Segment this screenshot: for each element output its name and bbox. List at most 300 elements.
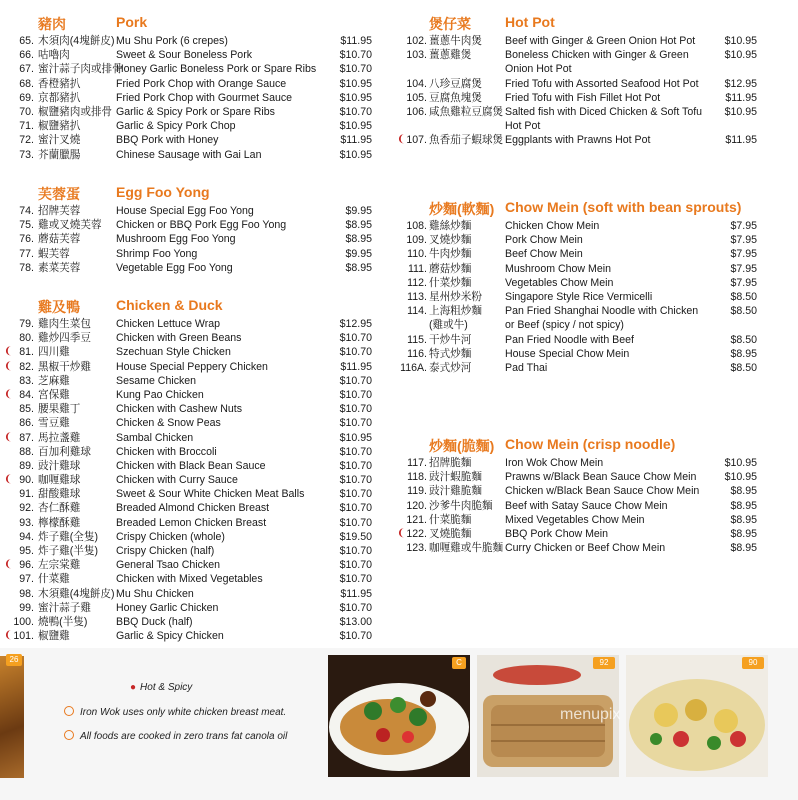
item-name-zh: 什菜雞 bbox=[38, 573, 70, 586]
item-name-en: Vegetables Chow Mein bbox=[505, 276, 614, 289]
item-number: 84. bbox=[19, 388, 34, 401]
item-name-zh: 椒鹽豬肉或排骨 bbox=[38, 105, 113, 118]
item-name-en: BBQ Duck (half) bbox=[116, 615, 193, 628]
item-name-zh: 杏仁酥雞 bbox=[38, 502, 81, 515]
chili-icon: ❨ bbox=[4, 559, 13, 571]
item-number: 104. bbox=[406, 77, 427, 90]
menu-item bbox=[0, 501, 380, 515]
photo-noodles bbox=[328, 655, 470, 777]
noodle-dish-image bbox=[328, 655, 470, 777]
info-dot-icon bbox=[64, 706, 74, 716]
item-price: $11.95 bbox=[340, 587, 372, 600]
menu-item bbox=[395, 91, 798, 105]
item-name-zh: 香橙豬扒 bbox=[38, 77, 81, 90]
item-price: $10.70 bbox=[339, 488, 372, 501]
item-name-en: Sambal Chicken bbox=[116, 431, 194, 444]
item-name-zh: 雞或叉燒芙蓉 bbox=[38, 219, 102, 232]
menu-item bbox=[0, 473, 380, 487]
item-price: $7.95 bbox=[730, 234, 757, 247]
item-number: 72. bbox=[19, 134, 34, 147]
item-price: $10.70 bbox=[339, 559, 372, 572]
chili-icon: ❨ bbox=[4, 474, 13, 486]
item-price: $9.95 bbox=[345, 205, 372, 217]
item-name-en: Chicken with Green Beans bbox=[116, 332, 242, 345]
item-number: 73. bbox=[19, 148, 34, 161]
item-name-zh: 椒鹽豬扒 bbox=[38, 120, 81, 133]
section-title-zh: 芙蓉蛋 bbox=[38, 186, 80, 202]
item-price: $13.00 bbox=[339, 615, 372, 628]
menu-item bbox=[0, 261, 380, 275]
item-name-en: Mu Shu Chicken bbox=[116, 587, 194, 600]
item-price: $8.50 bbox=[730, 333, 757, 346]
section-title-zh: 炒麵(軟麵) bbox=[429, 201, 495, 217]
item-number: 97. bbox=[19, 573, 34, 586]
item-name-en: Fried Pork Chop with Gourmet Sauce bbox=[116, 91, 293, 104]
item-number: 110. bbox=[407, 248, 427, 261]
item-number: 88. bbox=[19, 445, 34, 458]
section-hot-pot bbox=[395, 14, 798, 148]
item-name-zh: 八珍豆腐煲 bbox=[429, 77, 482, 90]
item-name-en: Garlic & Spicy Pork Chop bbox=[116, 120, 236, 133]
menu-item bbox=[0, 587, 380, 601]
item-name-en: Mu Shu Pork (6 crepes) bbox=[116, 35, 228, 47]
item-number: 81. bbox=[19, 346, 34, 359]
section-title-en: Chow Mein (soft with bean sprouts) bbox=[505, 199, 742, 215]
item-price: $10.70 bbox=[339, 573, 372, 586]
chili-icon: ❨ bbox=[4, 360, 13, 372]
item-name-zh: 木須肉(4塊餅皮) bbox=[38, 35, 115, 47]
item-name-en: Beef with Satay Sauce Chow Mein bbox=[505, 499, 668, 512]
menu-item bbox=[395, 133, 798, 147]
item-name-zh: 咸魚雞粒豆腐煲 bbox=[429, 105, 504, 118]
item-name-zh: 薑蔥牛肉煲 bbox=[429, 35, 482, 47]
menu-item bbox=[395, 347, 798, 361]
menu-item bbox=[0, 119, 380, 133]
item-name-zh: 干炒牛河 bbox=[429, 333, 472, 346]
section-title-zh: 煲仔菜 bbox=[429, 16, 471, 32]
menu-item bbox=[395, 361, 798, 375]
item-number: 71. bbox=[19, 120, 34, 133]
item-price: $7.95 bbox=[730, 248, 757, 261]
item-name-zh: 豉汁雞脆麵 bbox=[429, 485, 482, 498]
item-name-zh: 燒鴨(半隻) bbox=[38, 615, 88, 628]
item-price: $8.95 bbox=[730, 513, 757, 526]
chili-icon: ❨ bbox=[4, 431, 13, 443]
menu-item bbox=[0, 148, 380, 162]
item-number: 80. bbox=[19, 332, 34, 345]
page-number-tab: 26 bbox=[6, 654, 22, 666]
menu-item bbox=[395, 499, 798, 513]
item-price: $10.70 bbox=[339, 516, 372, 529]
item-price: $10.70 bbox=[339, 630, 372, 643]
menu-item bbox=[0, 374, 380, 388]
item-price: $7.95 bbox=[730, 262, 757, 275]
item-name-zh: 木須雞(4塊餅皮) bbox=[38, 587, 115, 600]
item-price: $10.95 bbox=[724, 105, 757, 118]
item-price: $10.70 bbox=[339, 474, 372, 487]
item-price: $10.70 bbox=[339, 445, 372, 458]
item-name-zh: 什菜脆麵 bbox=[429, 513, 472, 526]
item-price: $10.95 bbox=[339, 120, 372, 133]
photo-tag: 90 bbox=[742, 657, 764, 669]
item-price: $8.95 bbox=[730, 527, 757, 540]
item-price: $11.95 bbox=[340, 360, 372, 373]
item-number: 91. bbox=[19, 488, 34, 501]
item-price: $10.70 bbox=[339, 332, 372, 345]
section-title-en: Hot Pot bbox=[505, 14, 555, 30]
item-name-en: Sesame Chicken bbox=[116, 374, 197, 387]
item-name-zh: 蜜汁叉燒 bbox=[38, 134, 81, 147]
item-number: 105. bbox=[406, 91, 427, 104]
item-name-zh: 雞絲炒麵 bbox=[429, 220, 472, 232]
item-price: $12.95 bbox=[724, 77, 757, 90]
item-name-zh: 蘑菇芙蓉 bbox=[38, 233, 81, 246]
item-name-en: Iron Wok Chow Mein bbox=[505, 457, 604, 469]
menu-item bbox=[395, 34, 798, 48]
item-price: $11.95 bbox=[725, 134, 757, 147]
item-number: 106. bbox=[406, 105, 427, 118]
item-number: 93. bbox=[19, 516, 34, 529]
menu-item bbox=[0, 331, 380, 345]
section-title-en: Egg Foo Yong bbox=[116, 184, 210, 200]
section-chow-mein-soft bbox=[395, 199, 798, 375]
item-name-en: Chicken with Curry Sauce bbox=[116, 474, 238, 487]
menu-item bbox=[395, 262, 798, 276]
menu-item bbox=[0, 247, 380, 261]
menu-item bbox=[0, 48, 380, 62]
item-name-en: House Special Chow Mein bbox=[505, 347, 630, 360]
item-number: 123. bbox=[406, 542, 427, 555]
item-name-en: General Tsao Chicken bbox=[116, 559, 221, 572]
section-header bbox=[0, 14, 380, 34]
item-name-en-cont: Onion Hot Pot bbox=[505, 63, 572, 76]
menu-item bbox=[395, 290, 798, 304]
chili-icon: ❨ bbox=[4, 630, 13, 642]
item-name-zh: 蝦芙蓉 bbox=[38, 247, 70, 260]
item-price: $10.95 bbox=[339, 148, 372, 161]
item-price: $9.95 bbox=[345, 247, 372, 260]
menu-item bbox=[0, 77, 380, 91]
item-name-en: Beef with Ginger & Green Onion Hot Pot bbox=[505, 35, 696, 47]
item-number: 122. bbox=[406, 527, 427, 540]
section-header bbox=[395, 199, 798, 219]
chili-icon: ❨ bbox=[397, 134, 406, 146]
item-name-zh: 檸檬酥雞 bbox=[38, 516, 81, 529]
item-price: $8.95 bbox=[345, 219, 372, 232]
menu-item bbox=[0, 204, 380, 218]
item-name-en: Pan Fried Shanghai Noodle with Chicken bbox=[505, 305, 699, 318]
item-name-en: Crispy Chicken (half) bbox=[116, 545, 215, 557]
menu-item bbox=[0, 629, 380, 643]
item-name-en: House Special Egg Foo Yong bbox=[116, 205, 254, 217]
item-number: 92. bbox=[19, 502, 34, 515]
item-name-zh: 椒鹽雞 bbox=[38, 630, 70, 643]
item-price: $8.95 bbox=[345, 261, 372, 274]
section-chow-mein-crisp bbox=[395, 436, 798, 555]
item-name-zh: 京都豬扒 bbox=[38, 91, 81, 104]
info-dot-icon bbox=[64, 730, 74, 740]
item-name-en: Sweet & Sour Boneless Pork bbox=[116, 49, 253, 62]
item-name-zh: 上海粗炒麵 bbox=[429, 305, 482, 318]
section-title-en: Chow Mein (crisp noodle) bbox=[505, 436, 676, 452]
item-name-zh: 魚香茄子蝦球煲 bbox=[429, 134, 504, 147]
item-number: 118. bbox=[407, 471, 427, 484]
item-price: $10.70 bbox=[339, 545, 372, 557]
item-name-zh: 蜜汁蒜子肉或排骨 bbox=[38, 63, 123, 76]
item-number: 94. bbox=[19, 530, 34, 543]
item-name-en: Chicken Lettuce Wrap bbox=[116, 318, 221, 330]
item-name-en: Chicken with Mixed Vegetables bbox=[116, 573, 263, 586]
menu-item bbox=[0, 416, 380, 430]
item-name-en: Prawns w/Black Bean Sauce Chow Mein bbox=[505, 471, 697, 484]
item-name-en: Eggplants with Prawns Hot Pot bbox=[505, 134, 651, 147]
item-name-en: Singapore Style Rice Vermicelli bbox=[505, 290, 653, 303]
menu-item bbox=[395, 513, 798, 527]
item-name-en: Mushroom Egg Foo Yong bbox=[116, 233, 236, 246]
photo-tag: C bbox=[452, 657, 466, 669]
item-name-en: Breaded Lemon Chicken Breast bbox=[116, 516, 267, 529]
item-name-en-cont: Hot Pot bbox=[505, 120, 541, 133]
item-name-zh: 咖喱雞球 bbox=[38, 474, 81, 487]
item-number: 101. bbox=[13, 630, 34, 643]
item-name-zh: 素菜芙蓉 bbox=[38, 261, 81, 274]
item-name-zh: 咖喱雞或牛脆麵 bbox=[429, 542, 504, 555]
chili-icon: ● bbox=[130, 682, 137, 693]
menu-item bbox=[0, 345, 380, 359]
section-title-zh: 炒麵(脆麵) bbox=[429, 438, 495, 454]
menu-item bbox=[0, 232, 380, 246]
menu-item bbox=[395, 470, 798, 484]
chili-icon: ❨ bbox=[4, 388, 13, 400]
item-number: 76. bbox=[19, 233, 34, 246]
legend-hot: ● Hot & Spicy bbox=[130, 682, 193, 693]
menu-item bbox=[395, 105, 798, 119]
item-name-zh: 星州炒米粉 bbox=[429, 290, 482, 303]
menu-item bbox=[395, 484, 798, 498]
item-price: $8.95 bbox=[730, 347, 757, 360]
menu-item bbox=[0, 431, 380, 445]
item-number: 85. bbox=[19, 403, 34, 416]
item-name-zh: 黑椒干炒雞 bbox=[38, 360, 91, 373]
menu-item-continued bbox=[395, 119, 798, 133]
menu-item bbox=[395, 233, 798, 247]
item-price: $10.70 bbox=[339, 374, 372, 387]
item-number: 69. bbox=[19, 91, 34, 104]
section-title-en: Pork bbox=[116, 14, 148, 30]
item-name-en: Chicken with Cashew Nuts bbox=[116, 403, 242, 416]
item-name-zh: 芥蘭臘腸 bbox=[38, 148, 81, 161]
item-number: 113. bbox=[407, 290, 427, 303]
menu-item bbox=[0, 615, 380, 629]
item-number: 87. bbox=[19, 431, 34, 444]
item-number: 108. bbox=[406, 220, 427, 232]
chili-icon: ❨ bbox=[397, 527, 406, 539]
item-name-zh: 薑蔥雞煲 bbox=[429, 49, 472, 62]
item-price: $8.95 bbox=[730, 499, 757, 512]
item-name-zh: 叉燒炒麵 bbox=[429, 234, 472, 247]
menu-item bbox=[395, 527, 798, 541]
item-name-zh: 豉汁蝦脆麵 bbox=[429, 471, 482, 484]
item-price: $10.70 bbox=[339, 105, 372, 118]
item-price: $10.70 bbox=[339, 502, 372, 515]
item-number: 75. bbox=[19, 219, 34, 232]
item-name-en: Chicken with Black Bean Sauce bbox=[116, 459, 266, 472]
item-name-zh: 百加利雞球 bbox=[38, 445, 91, 458]
item-price: $8.50 bbox=[730, 305, 757, 318]
item-name-zh: 蘑菇炒麵 bbox=[429, 262, 472, 275]
item-number: 83. bbox=[19, 374, 34, 387]
item-name-en: Chinese Sausage with Gai Lan bbox=[116, 148, 262, 161]
menu-item bbox=[0, 388, 380, 402]
item-price: $11.95 bbox=[340, 134, 372, 147]
item-name-zh: 甜酸雞球 bbox=[38, 488, 81, 501]
item-price: $8.95 bbox=[730, 542, 757, 555]
item-price: $10.95 bbox=[724, 471, 757, 484]
menu-item bbox=[395, 456, 798, 470]
item-name-en: Breaded Almond Chicken Breast bbox=[116, 502, 270, 515]
item-number: 102. bbox=[406, 35, 427, 47]
menu-item bbox=[0, 133, 380, 147]
item-name-en: Shrimp Foo Yong bbox=[116, 247, 198, 260]
section-title-zh: 豬肉 bbox=[38, 16, 66, 32]
item-number: 86. bbox=[19, 417, 34, 430]
item-number: 67. bbox=[19, 63, 34, 76]
item-number: 120. bbox=[406, 499, 427, 512]
menu-item bbox=[395, 247, 798, 261]
item-number: 74. bbox=[19, 205, 34, 217]
item-name-en: Curry Chicken or Beef Chow Mein bbox=[505, 542, 666, 555]
menu-item bbox=[0, 91, 380, 105]
item-name-en: Fried Tofu with Assorted Seafood Hot Pot bbox=[505, 77, 699, 90]
menu-item bbox=[0, 601, 380, 615]
item-number: 111. bbox=[407, 262, 427, 275]
item-name-en: Chicken w/Black Bean Sauce Chow Mein bbox=[505, 485, 700, 498]
item-name-en: Garlic & Spicy Pork or Spare Ribs bbox=[116, 105, 275, 118]
menu-item bbox=[395, 48, 798, 62]
menu-item bbox=[0, 360, 380, 374]
item-price: $10.95 bbox=[724, 457, 757, 469]
item-number: 107. bbox=[406, 134, 427, 147]
item-price: $10.70 bbox=[339, 388, 372, 401]
menu-item bbox=[0, 218, 380, 232]
section-pork bbox=[0, 14, 380, 162]
item-name-zh: 沙爹牛肉脆麵 bbox=[429, 499, 493, 512]
item-number: 116. bbox=[407, 347, 427, 360]
item-price: $7.95 bbox=[730, 220, 757, 232]
item-name-zh: 左宗棠雞 bbox=[38, 559, 81, 572]
item-price: $10.70 bbox=[339, 403, 372, 416]
item-name-en: House Special Peppery Chicken bbox=[116, 360, 268, 373]
left-photo-edge bbox=[0, 656, 24, 778]
menu-item bbox=[0, 572, 380, 586]
item-price: $8.50 bbox=[730, 290, 757, 303]
menu-item bbox=[395, 541, 798, 555]
item-number: 112. bbox=[407, 276, 427, 289]
item-number: 99. bbox=[19, 601, 34, 614]
item-name-en: Chicken or BBQ Pork Egg Foo Yong bbox=[116, 219, 287, 232]
item-number: 103. bbox=[406, 49, 427, 62]
item-name-zh: 叉燒脆麵 bbox=[429, 527, 472, 540]
menu-item bbox=[0, 317, 380, 331]
item-price: $7.95 bbox=[730, 276, 757, 289]
item-price: $11.95 bbox=[725, 91, 757, 104]
menu-item bbox=[395, 276, 798, 290]
item-name-en: Vegetable Egg Foo Yong bbox=[116, 261, 233, 274]
section-header bbox=[0, 297, 380, 317]
item-name-zh-cont: (雞或牛) bbox=[429, 319, 468, 332]
menu-item bbox=[0, 459, 380, 473]
item-number: 121. bbox=[406, 513, 427, 526]
item-name-en: Honey Garlic Boneless Pork or Spare Ribs bbox=[116, 63, 317, 76]
menu-item bbox=[0, 445, 380, 459]
menu-item bbox=[395, 77, 798, 91]
item-price: $10.70 bbox=[339, 601, 372, 614]
item-number: 66. bbox=[19, 49, 34, 62]
item-name-en: Salted fish with Diced Chicken & Soft Tofu bbox=[505, 105, 703, 118]
menu-item bbox=[0, 544, 380, 558]
item-name-zh: 特式炒麵 bbox=[429, 347, 472, 360]
item-number: 119. bbox=[407, 485, 427, 498]
item-name-en: Szechuan Style Chicken bbox=[116, 346, 231, 359]
item-price: $10.70 bbox=[339, 417, 372, 430]
item-name-zh: 炸子雞(半隻) bbox=[38, 545, 99, 557]
section-chicken-duck bbox=[0, 297, 380, 643]
item-number: 116A. bbox=[400, 361, 427, 374]
chili-icon: ❨ bbox=[4, 346, 13, 358]
section-header bbox=[395, 14, 798, 34]
item-name-en: Kung Pao Chicken bbox=[116, 388, 204, 401]
item-name-en: Mixed Vegetables Chow Mein bbox=[505, 513, 645, 526]
item-number: 100. bbox=[13, 615, 34, 628]
item-name-en: Mushroom Chow Mein bbox=[505, 262, 611, 275]
legend-canola: All foods are cooked in zero trans fat canola oil bbox=[64, 730, 287, 742]
item-name-en: Boneless Chicken with Ginger & Green bbox=[505, 49, 689, 62]
item-price: $10.70 bbox=[339, 459, 372, 472]
item-name-en: Chicken Chow Mein bbox=[505, 220, 600, 232]
item-number: 70. bbox=[19, 105, 34, 118]
item-name-en: Fried Pork Chop with Orange Sauce bbox=[116, 77, 287, 90]
item-number: 98. bbox=[19, 587, 34, 600]
item-name-zh: 雪豆雞 bbox=[38, 417, 70, 430]
item-name-zh: 招牌芙蓉 bbox=[38, 205, 81, 217]
item-name-zh: 雞肉生菜包 bbox=[38, 318, 91, 330]
item-name-zh: 招牌脆麵 bbox=[429, 457, 472, 469]
section-title-en: Chicken & Duck bbox=[116, 297, 223, 313]
item-name-en: Pad Thai bbox=[505, 361, 548, 374]
photo-tag: 92 bbox=[593, 657, 615, 669]
menu-item bbox=[0, 62, 380, 76]
menu-item bbox=[0, 516, 380, 530]
item-name-en: Garlic & Spicy Chicken bbox=[116, 630, 224, 643]
menu-item bbox=[395, 333, 798, 347]
item-name-zh: 什菜炒麵 bbox=[429, 276, 472, 289]
item-name-zh: 腰果雞丁 bbox=[38, 403, 81, 416]
item-number: 78. bbox=[19, 261, 34, 274]
item-name-zh: 牛肉炒麵 bbox=[429, 248, 472, 261]
item-name-en: Sweet & Sour White Chicken Meat Balls bbox=[116, 488, 305, 501]
item-price: $12.95 bbox=[339, 318, 372, 330]
watermark: menupix bbox=[560, 706, 621, 723]
item-name-zh: 芝麻雞 bbox=[38, 374, 70, 387]
item-name-en: BBQ Pork Chow Mein bbox=[505, 527, 609, 540]
item-number: 96. bbox=[19, 559, 34, 572]
menu-item bbox=[395, 304, 798, 318]
photo-curry-chicken bbox=[626, 655, 768, 777]
item-name-zh: 蜜汁蒜子雞 bbox=[38, 601, 91, 614]
menu-item bbox=[0, 402, 380, 416]
item-name-zh: 豉汁雞球 bbox=[38, 459, 81, 472]
item-name-en: Chicken & Snow Peas bbox=[116, 417, 221, 430]
